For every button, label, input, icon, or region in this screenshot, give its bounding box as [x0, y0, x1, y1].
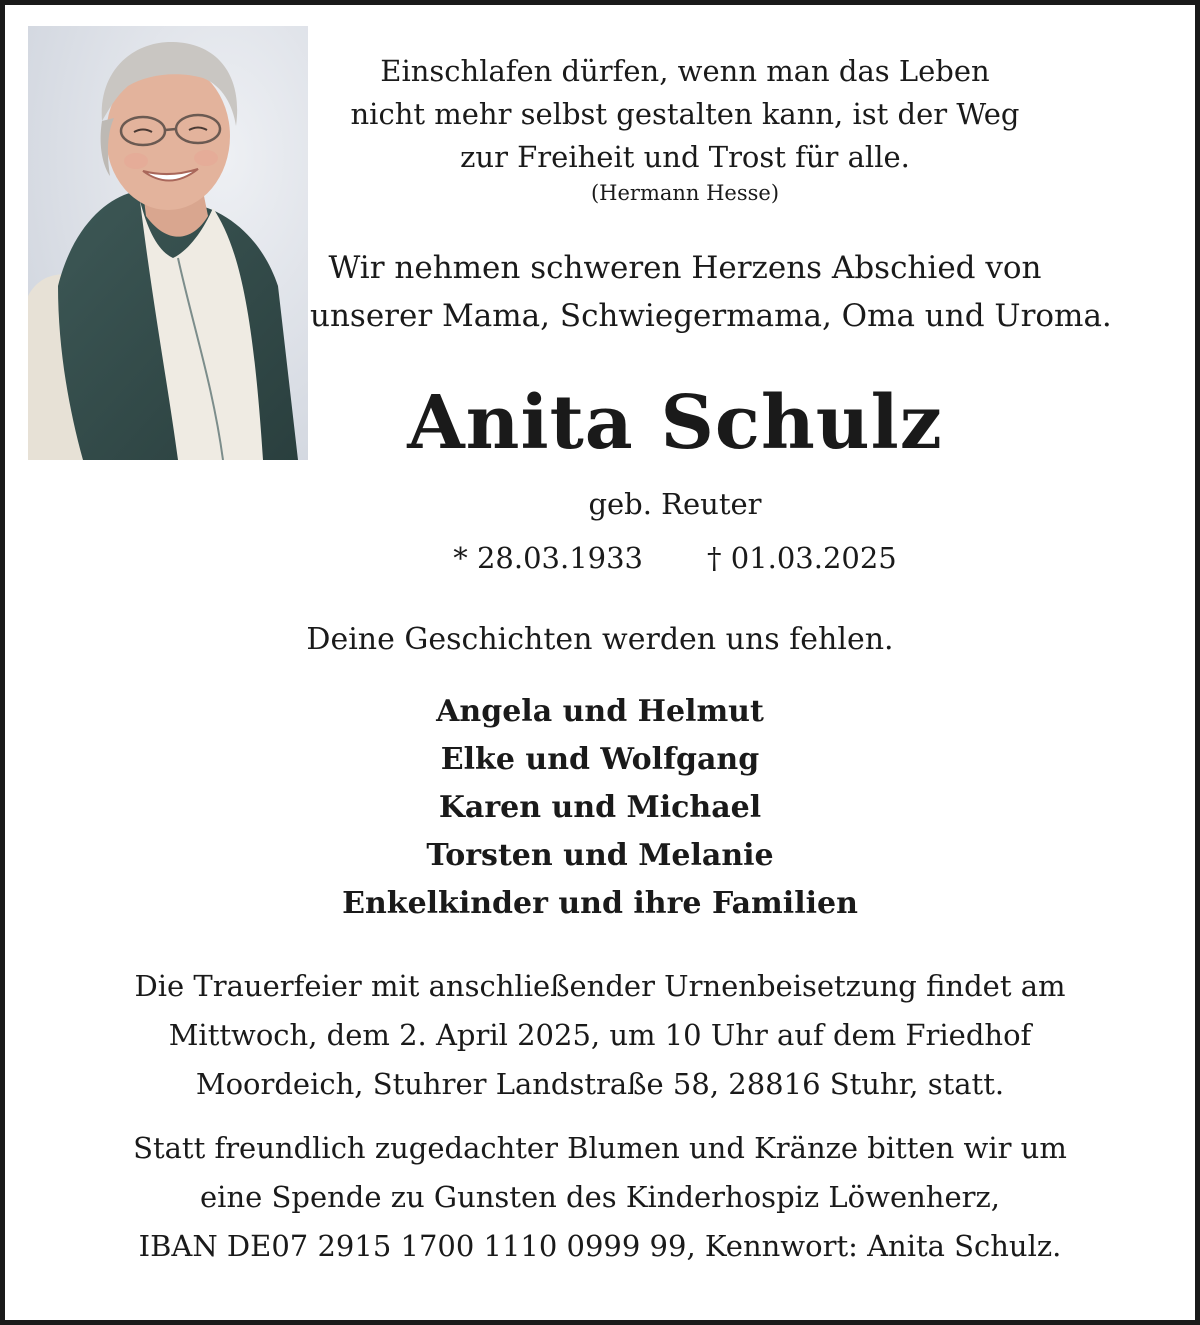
donation-line: eine Spende zu Gunsten des Kinderhospiz Löwenherz,: [200, 1180, 1000, 1214]
ceremony-line: Mittwoch, dem 2. April 2025, um 10 Uhr auf dem Friedhof: [168, 1018, 1032, 1052]
donation-text: [20, 1124, 1180, 1271]
quote-author: (Hermann Hesse): [590, 181, 780, 205]
birth-date: * 28.03.1933: [453, 541, 643, 575]
mourner-entry: Elke und Wolfgang: [440, 742, 760, 777]
donation-line: Statt freundlich zugedachter Blumen und Kränze bitten wir um: [133, 1131, 1067, 1165]
deceased-name: Anita Schulz: [407, 380, 943, 466]
ceremony-line: Moordeich, Stuhrer Landstraße 58, 28816 Stuhr, statt.: [195, 1067, 1005, 1101]
mourner-entry: Torsten und Melanie: [426, 838, 774, 873]
quote-line: nicht mehr selbst gestalten kann, ist der Weg: [350, 97, 1020, 131]
motto-text: Deine Geschichten werden uns fehlen.: [306, 622, 894, 657]
ceremony-text: [20, 962, 1180, 1109]
death-date: † 01.03.2025: [707, 541, 897, 575]
ceremony-line: Die Trauerfeier mit anschließender Urnenbeisetzung findet am: [134, 969, 1066, 1003]
farewell-line: Wir nehmen schweren Herzens Abschied von: [328, 250, 1042, 286]
mourners-list: [0, 688, 1200, 928]
quote-line: zur Freiheit und Trost für alle.: [460, 140, 910, 174]
mourner-entry: Enkelkinder und ihre Familien: [342, 886, 858, 921]
life-dates: [330, 541, 1020, 575]
farewell-line: unserer Mama, Schwiegermama, Oma und Uroma.: [310, 298, 1112, 334]
farewell-text: [310, 244, 1112, 340]
maiden-name: geb. Reuter: [588, 487, 762, 521]
quote-text: [310, 50, 1060, 179]
portrait-photo: [28, 26, 308, 460]
mourner-entry: Karen und Michael: [438, 790, 762, 825]
quote-line: Einschlafen dürfen, wenn man das Leben: [380, 54, 990, 88]
mourner-entry: Angela und Helmut: [436, 694, 764, 729]
donation-line: IBAN DE07 2915 1700 1110 0999 99, Kennwort: Anita Schulz.: [138, 1229, 1062, 1263]
